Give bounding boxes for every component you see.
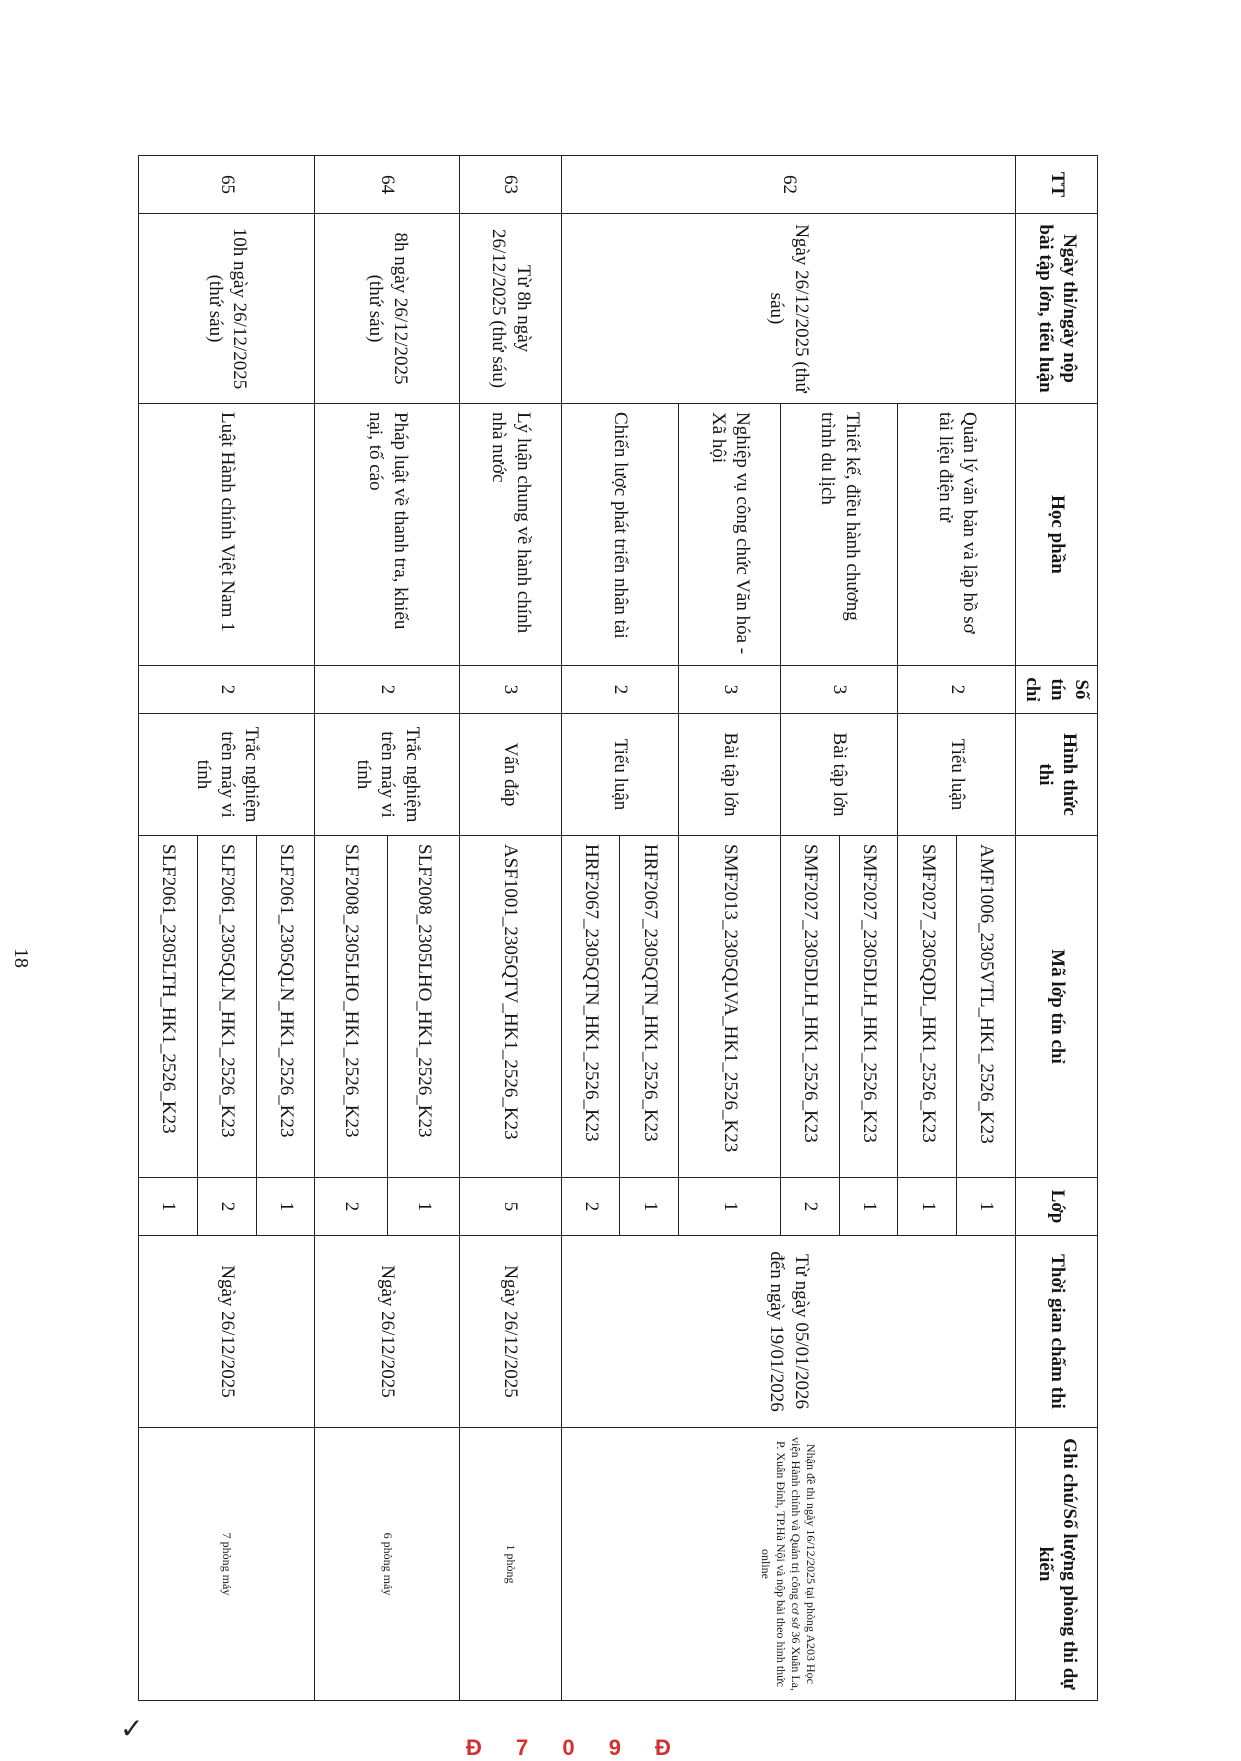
course-format: Vấn đáp: [460, 714, 562, 836]
course-name: Luật Hành chính Việt Nam 1: [139, 404, 315, 666]
course-name: Pháp luật về thanh tra, khiếu nại, tố cáo: [315, 404, 460, 666]
class-count: 2: [561, 1178, 620, 1236]
class-count: 2: [197, 1178, 256, 1236]
notes-cell: 1 phòng: [460, 1428, 562, 1701]
class-count: 1: [898, 1178, 957, 1236]
notes-cell: Nhận đề thi ngày 16/12/2025 tại phòng A203 Học viện Hành chính và Quản trị công cơ sở 36 Xuân La, P. Xuân Đỉnh, TP.Hà Nội và nộp bài theo hình thức online: [561, 1428, 1015, 1701]
header-row: [1016, 156, 1098, 1701]
rotated-page-content: [138, 155, 1098, 1700]
row-date: Ngày 26/12/2025 (thứ sáu): [561, 214, 1015, 404]
notes-cell: 6 phòng máy: [315, 1428, 460, 1701]
row-tt: 65: [139, 156, 315, 214]
row-date: 8h ngày 26/12/2025 (thứ sáu): [315, 214, 460, 404]
course-format: Trắc nghiệm trên máy vi tính: [139, 714, 315, 836]
class-code: SMF2027_2305DLH_HK1_2526_K23: [839, 836, 898, 1178]
class-code: SLF2008_2305LHO_HK1_2526_K23: [315, 836, 387, 1178]
check-mark: ✓: [120, 1714, 144, 1745]
course-format: Bài tập lớn: [780, 714, 898, 836]
course-format: Tiểu luận: [898, 714, 1016, 836]
course-credits: 3: [780, 666, 898, 714]
row-tt: 64: [315, 156, 460, 214]
header-date: Ngày thi/ngày nộp bài tập lớn, tiểu luận: [1016, 214, 1098, 404]
class-count: 1: [620, 1178, 679, 1236]
course-credits: 2: [898, 666, 1016, 714]
class-count: 1: [957, 1178, 1016, 1236]
class-code: HRF2067_2305QTN_HK1_2526_K23: [561, 836, 620, 1178]
course-name: Quản lý văn bản và lập hồ sơ tài liệu điện tử: [898, 404, 1016, 666]
course-format: Tiểu luận: [561, 714, 679, 836]
notes-cell: 7 phòng máy: [139, 1428, 315, 1701]
grading-time: Từ ngày 05/01/2026 đến ngày 19/01/2026: [561, 1236, 1015, 1428]
course-name: Nghiệp vụ công chức Văn hóa - Xã hội: [679, 404, 781, 666]
class-code: SLF2008_2305LHO_HK1_2526_K23: [387, 836, 459, 1178]
class-count: 1: [139, 1178, 198, 1236]
class-count: 1: [387, 1178, 459, 1236]
class-code: AMF1006_2305VTL_HK1_2526_K23: [957, 836, 1016, 1178]
header-tt: TT: [1016, 156, 1098, 214]
class-code: SLF2061_2305QLN_HK1_2526_K23: [256, 836, 315, 1178]
table-row: [387, 156, 459, 1701]
header-format: Hình thức thi: [1016, 714, 1098, 836]
class-code: SLF2061_2305LTH_HK1_2526_K23: [139, 836, 198, 1178]
class-code: HRF2067_2305QTN_HK1_2526_K23: [620, 836, 679, 1178]
row-tt: 63: [460, 156, 562, 214]
grading-time: Ngày 26/12/2025: [315, 1236, 460, 1428]
table-row: [957, 156, 1016, 1701]
row-tt: 62: [561, 156, 1015, 214]
header-credits: Số tín chỉ: [1016, 666, 1098, 714]
course-format: Trắc nghiệm trên máy vi tính: [315, 714, 460, 836]
exam-schedule-table: [138, 155, 1098, 1701]
row-date: 10h ngày 26/12/2025 (thứ sáu): [139, 214, 315, 404]
page-number: 18: [10, 948, 32, 968]
class-count: 2: [315, 1178, 387, 1236]
course-format: Bài tập lớn: [679, 714, 781, 836]
grading-time: Ngày 26/12/2025: [460, 1236, 562, 1428]
course-name: Chiến lược phát triển nhân tài: [561, 404, 679, 666]
class-code: SMF2027_2305QDL_HK1_2526_K23: [898, 836, 957, 1178]
class-count: 1: [256, 1178, 315, 1236]
course-credits: 3: [460, 666, 562, 714]
grading-time: Ngày 26/12/2025: [139, 1236, 315, 1428]
class-count: 5: [460, 1178, 562, 1236]
table-row: [460, 156, 562, 1701]
table-row: [256, 156, 315, 1701]
course-credits: 3: [679, 666, 781, 714]
header-course: Học phần: [1016, 404, 1098, 666]
class-count: 2: [780, 1178, 839, 1236]
course-credits: 2: [561, 666, 679, 714]
course-name: Lý luận chung về hành chính nhà nước: [460, 404, 562, 666]
class-code: ASF1001_2305QTV_HK1_2526_K23: [460, 836, 562, 1178]
class-count: 1: [839, 1178, 898, 1236]
class-code: SMF2027_2305DLH_HK1_2526_K23: [780, 836, 839, 1178]
class-code: SLF2061_2305QLN_HK1_2526_K23: [197, 836, 256, 1178]
class-count: 1: [679, 1178, 781, 1236]
course-credits: 2: [139, 666, 315, 714]
header-classes: Lớp: [1016, 1178, 1098, 1236]
class-code: SMF2013_2305QLVA_HK1_2526_K23: [679, 836, 781, 1178]
course-credits: 2: [315, 666, 460, 714]
row-date: Từ 8h ngày 26/12/2025 (thứ sáu): [460, 214, 562, 404]
red-stamp-text: Đ 7 0 9 Đ: [466, 1735, 685, 1760]
header-grading: Thời gian chấm thi: [1016, 1236, 1098, 1428]
header-code: Mã lớp tín chỉ: [1016, 836, 1098, 1178]
course-name: Thiết kế, điều hành chương trình du lịch: [780, 404, 898, 666]
header-notes: Ghi chú/Số lượng phòng thi dự kiến: [1016, 1428, 1098, 1701]
